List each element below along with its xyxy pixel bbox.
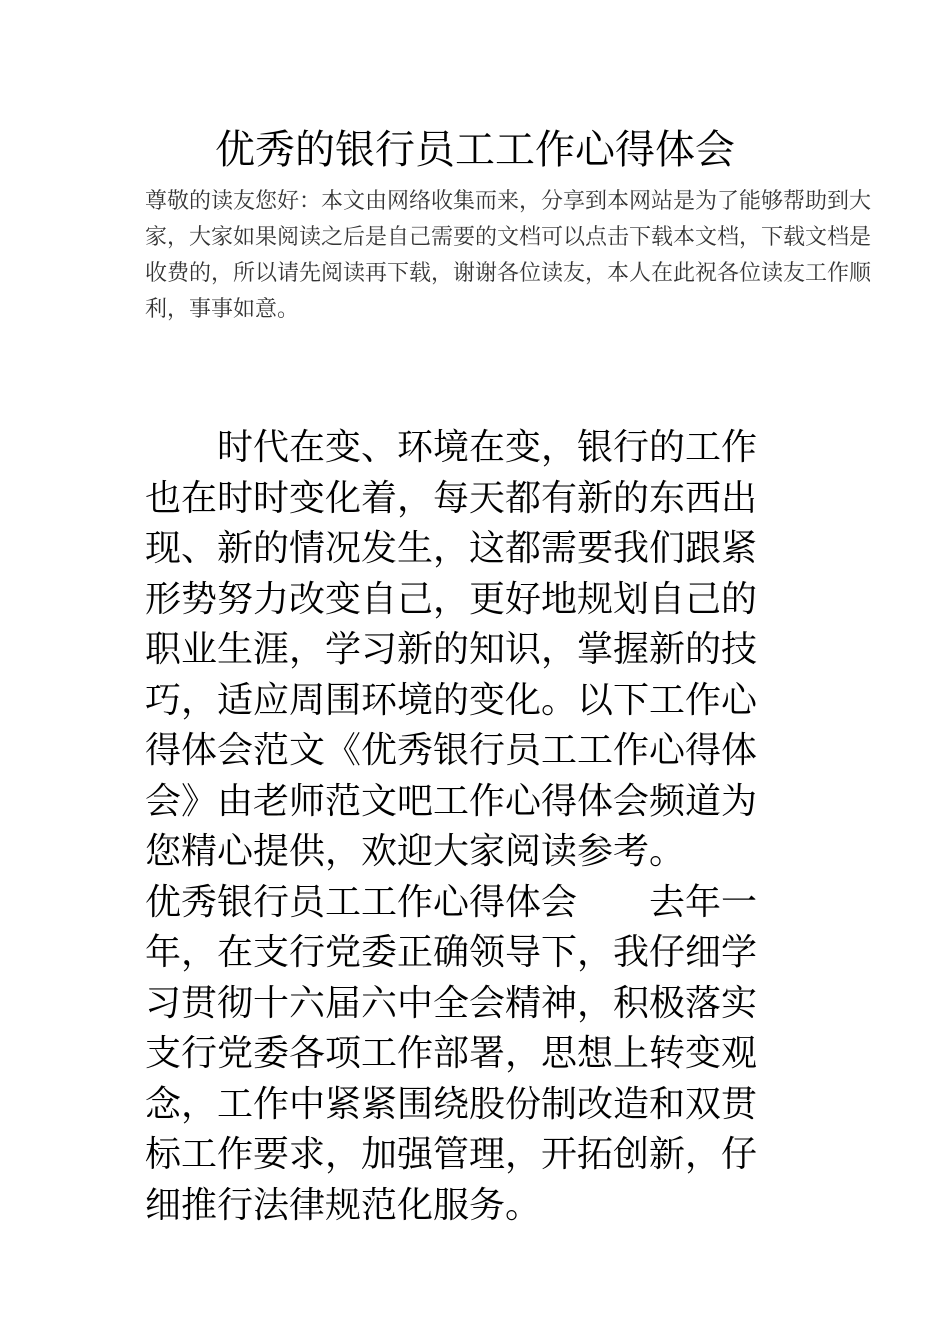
document-title: 优秀的银行员工工作心得体会 [215, 127, 735, 173]
notice-line: 家，大家如果阅读之后是自己需要的文档可以点击下载本文档，下载文档是 [145, 225, 872, 250]
notice-line: 尊敬的读友您好：本文由网络收集而来，分享到本网站是为了能够帮助到大 [145, 189, 872, 214]
body-line: 优秀银行员工工作心得体会 去年一 [145, 881, 758, 923]
body-line: 时代在变、环境在变，银行的工作 [145, 427, 758, 468]
body-line: 巧，适应周围环境的变化。以下工作心 [145, 679, 758, 721]
notice-line: 收费的，所以请先阅读再下载，谢谢各位读友，本人在此祝各位读友工作顺 [145, 261, 872, 286]
body-line: 也在时时变化着，每天都有新的东西出 [145, 477, 758, 519]
body-line: 念，工作中紧紧围绕股份制改造和双贯 [145, 1083, 758, 1125]
body-line: 年，在支行党委正确领导下，我仔细学 [145, 932, 758, 973]
body-line: 形势努力改变自己，更好地规划自己的 [145, 578, 758, 620]
body-line: 支行党委各项工作部署，思想上转变观 [145, 1033, 758, 1074]
body-line: 细推行法律规范化服务。 [145, 1184, 542, 1226]
reader-notice [145, 184, 872, 328]
body-line: 得体会范文《优秀银行员工工作心得体 [145, 730, 758, 771]
body-line: 标工作要求，加强管理，开拓创新，仔 [145, 1134, 758, 1175]
body-line: 现、新的情况发生，这都需要我们跟紧 [145, 528, 758, 569]
body-line: 会》由老师范文吧工作心得体会频道为 [145, 780, 758, 822]
notice-line: 利，事事如意。 [145, 297, 300, 322]
body-line: 您精心提供，欢迎大家阅读参考。 [145, 831, 686, 872]
body-line: 职业生涯，学习新的知识，掌握新的技 [145, 629, 758, 670]
body-line: 习贯彻十六届六中全会精神，积极落实 [145, 982, 758, 1024]
article-body [145, 423, 815, 1231]
